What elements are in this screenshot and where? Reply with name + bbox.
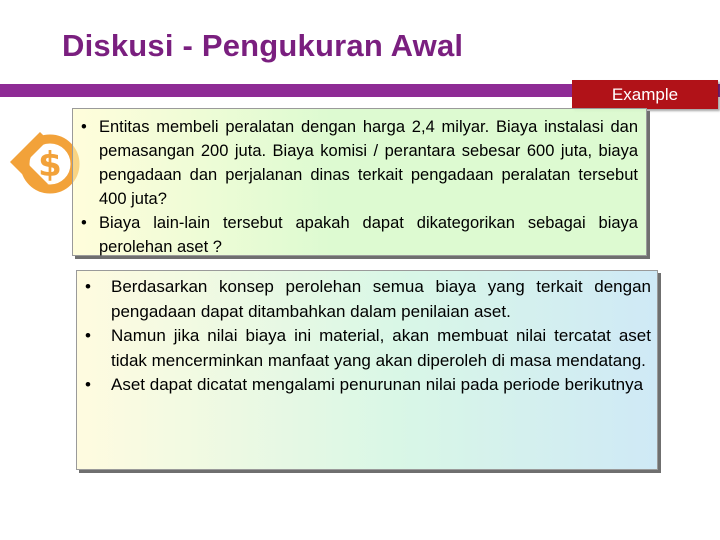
answer-box xyxy=(76,270,658,470)
answer-text: Aset dapat dicatat mengalami penurunan nilai pada periode berikutnya xyxy=(111,375,644,394)
slide-title: Diskusi - Pengukuran Awal xyxy=(62,28,464,63)
bullet: • xyxy=(85,326,91,345)
svg-text:$: $ xyxy=(38,145,62,185)
list-item xyxy=(81,115,638,211)
bullet: • xyxy=(81,214,87,232)
list-item xyxy=(85,275,651,324)
bullet: • xyxy=(85,375,91,394)
question-box xyxy=(72,108,647,256)
answer-text: Berdasarkan konsep perolehan semua biaya yang terkait dengan pengadaan dapat ditambahkan dalam penilaian aset. xyxy=(111,277,651,321)
bullet: • xyxy=(85,277,91,296)
question-text: Biaya lain-lain tersebut apakah dapat dikategorikan sebagai biaya perolehan aset ? xyxy=(99,214,638,256)
bullet: • xyxy=(81,118,87,136)
example-badge: Example xyxy=(572,80,718,109)
list-item xyxy=(85,373,651,398)
answer-text: Namun jika nilai biaya ini material, akan membuat nilai tercatat aset tidak mencerminkan manfaat yang akan diperoleh di masa mendatang. xyxy=(111,326,651,370)
list-item xyxy=(85,324,651,373)
list-item xyxy=(81,211,638,259)
question-text: Entitas membeli peralatan dengan harga 2,4 milyar. Biaya instalasi dan pemasangan 200 juta. Biaya komisi / perantara sebesar 600 juta, biaya pengadaan dan perjalanan dinas terkait pengadaan peralatan tersebut 400 juta? xyxy=(99,118,638,208)
